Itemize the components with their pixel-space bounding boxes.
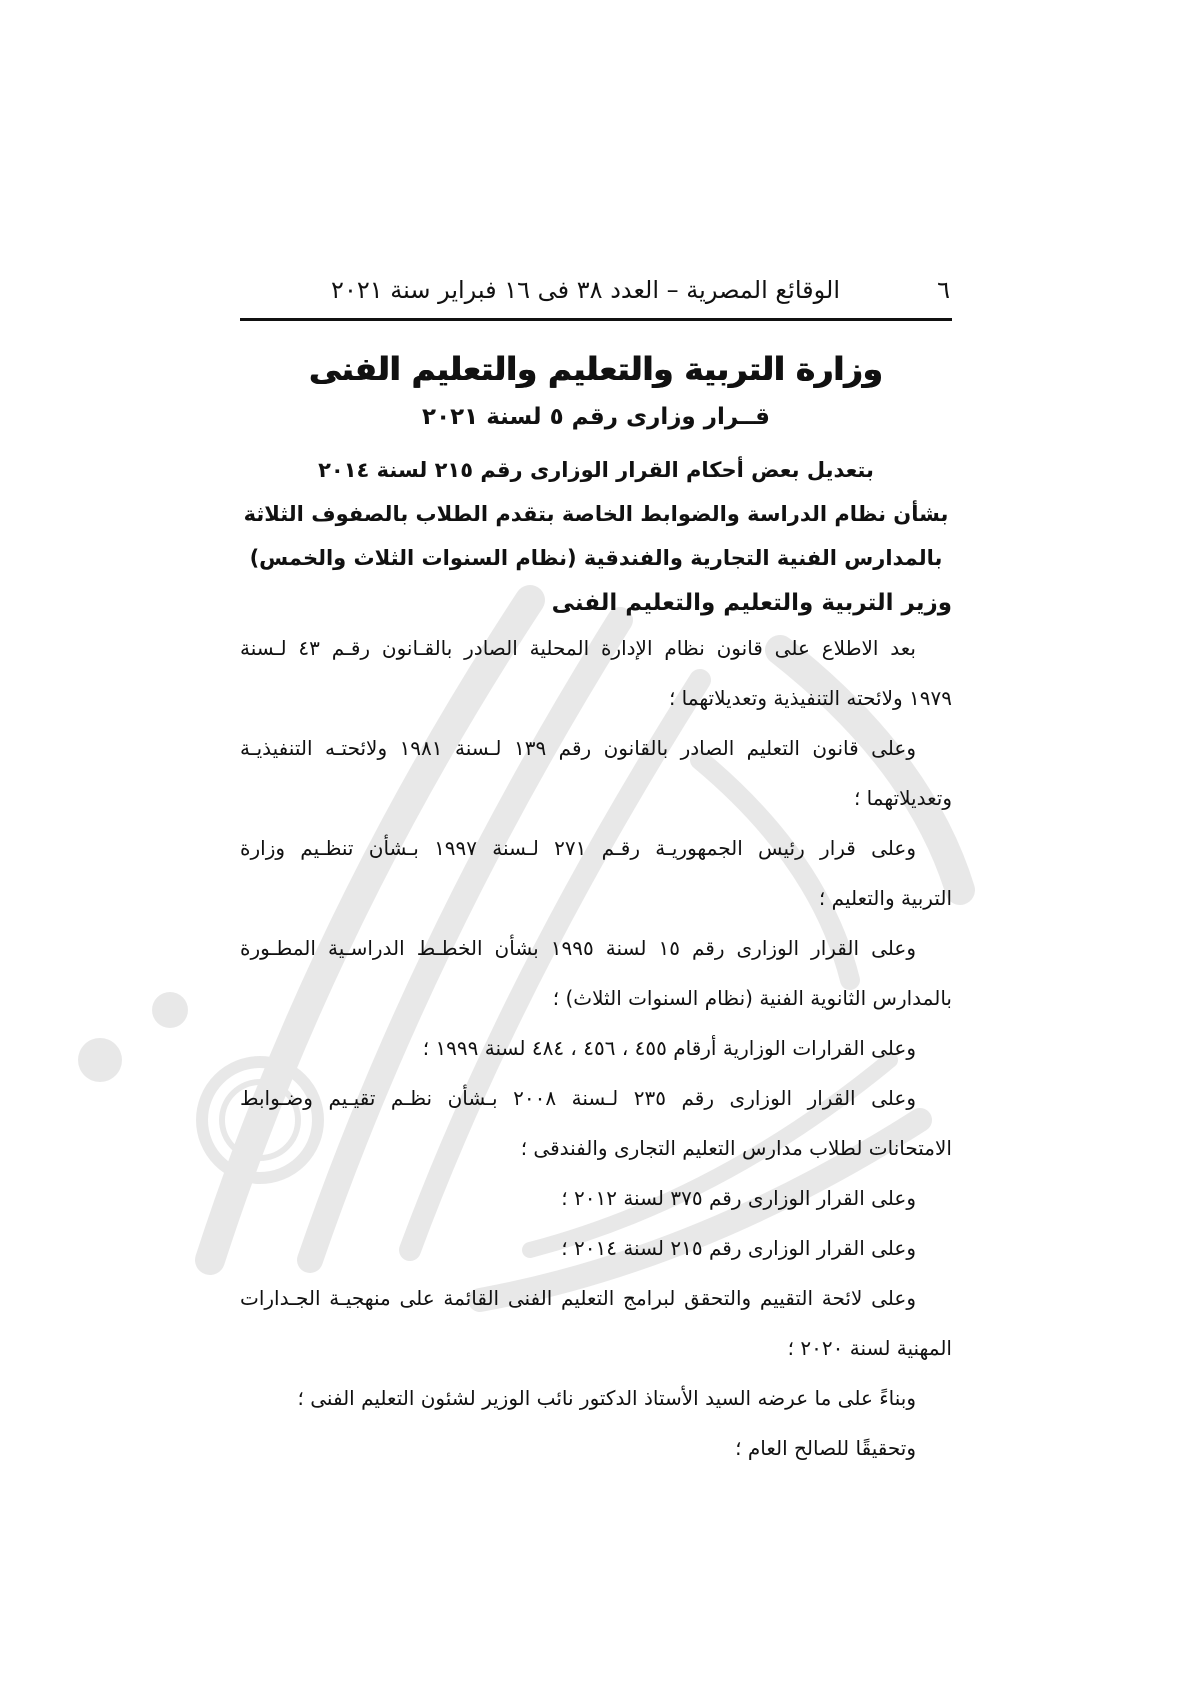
body-line: بعد الاطلاع على قانون نظام الإدارة المحلية الصادر بالقـانون رقـم ٤٣ لـسنة bbox=[240, 636, 916, 660]
page-number: ٦ bbox=[937, 276, 950, 304]
body-line: ١٩٧٩ ولائحته التنفيذية وتعديلاتهما ؛ bbox=[668, 686, 952, 710]
ministry-title: وزارة التربية والتعليم والتعليم الفنى bbox=[309, 350, 883, 388]
body-line: وتحقيقًا للصالح العام ؛ bbox=[735, 1436, 916, 1460]
body-line: التربية والتعليم ؛ bbox=[818, 886, 952, 910]
minister-title: وزير التربية والتعليم والتعليم الفنى bbox=[551, 590, 952, 616]
body-line: وعلى قرار رئيس الجمهوريـة رقـم ٢٧١ لـسنة ١٩٩٧ بـشأن تنظـيم وزارة bbox=[240, 836, 916, 860]
decree-title: قــرار وزارى رقم ٥ لسنة ٢٠٢١ bbox=[422, 404, 770, 430]
body-line: وعلى القرارات الوزارية أرقام ٤٥٥ ، ٤٥٦ ، ٤٨٤ لسنة ١٩٩٩ ؛ bbox=[422, 1036, 916, 1060]
body-line: وعلى القرار الوزارى رقم ١٥ لسنة ١٩٩٥ بشأن الخطـط الدراسـية المطـورة bbox=[240, 936, 916, 960]
body-line: المهنية لسنة ٢٠٢٠ ؛ bbox=[787, 1336, 952, 1360]
body-line: وبناءً على ما عرضه السيد الأستاذ الدكتور نائب الوزير لشئون التعليم الفنى ؛ bbox=[297, 1386, 916, 1410]
body-line: وعلى القرار الوزارى رقم ٢٣٥ لـسنة ٢٠٠٨ بـشأن نظـم تقيـيم وضـوابط bbox=[240, 1086, 917, 1110]
body-line: وتعديلاتهما ؛ bbox=[853, 786, 952, 810]
body-line: وعلى القرار الوزارى رقم ٢١٥ لسنة ٢٠١٤ ؛ bbox=[561, 1236, 916, 1260]
page-header bbox=[240, 272, 950, 312]
body-line: وعلى القرار الوزارى رقم ٣٧٥ لسنة ٢٠١٢ ؛ bbox=[561, 1186, 916, 1210]
subject-line: بشأن نظام الدراسة والضوابط الخاصة بتقدم الطلاب بالصفوف الثلاثة bbox=[243, 502, 949, 526]
subject-line: بالمدارس الفنية التجارية والفندقية (نظام السنوات الثلاث والخمس) bbox=[249, 546, 943, 570]
body-line: الامتحانات لطلاب مدارس التعليم التجارى والفندقى ؛ bbox=[520, 1136, 952, 1160]
publication-title: الوقائع المصرية – العدد ٣٨ فى ١٦ فبراير سنة ٢٠٢١ bbox=[331, 276, 840, 304]
body-line: بالمدارس الثانوية الفنية (نظام السنوات الثلاث) ؛ bbox=[552, 986, 952, 1010]
body-line: وعلى لائحة التقييم والتحقق لبرامج التعليم الفنى القائمة على منهجيـة الجـدارات bbox=[240, 1286, 916, 1310]
header-divider bbox=[240, 318, 952, 321]
subject-line: بتعديل بعض أحكام القرار الوزارى رقم ٢١٥ لسنة ٢٠١٤ bbox=[318, 458, 874, 482]
body-line: وعلى قانون التعليم الصادر بالقانون رقم ١٣٩ لـسنة ١٩٨١ ولائحتـه التنفيذيـة bbox=[240, 736, 916, 760]
